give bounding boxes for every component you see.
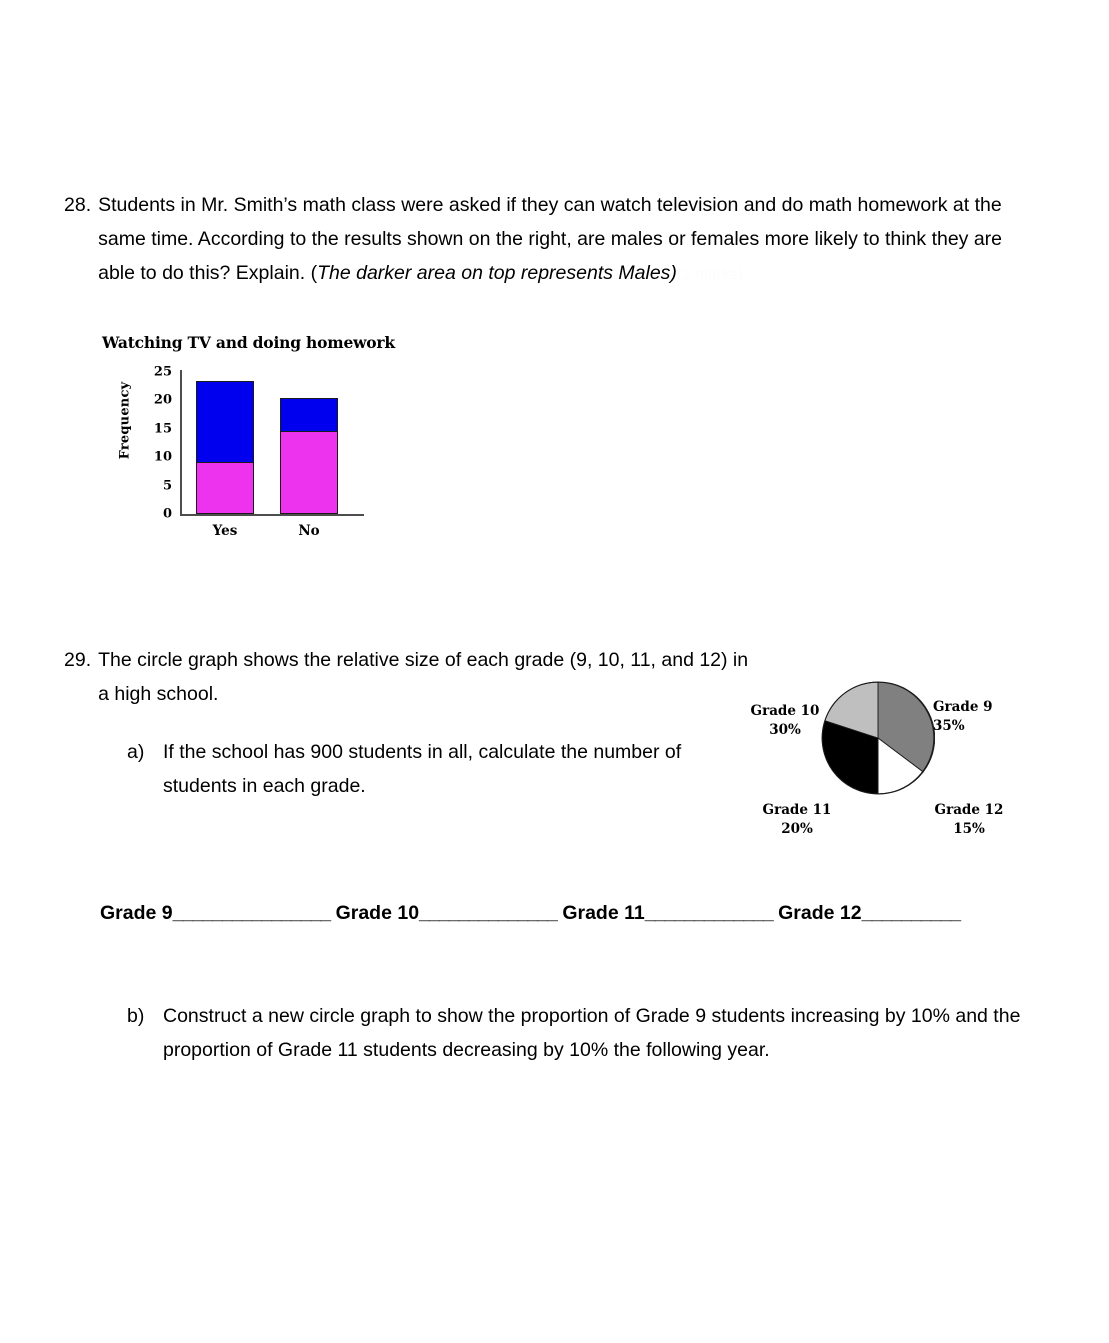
bar-chart-y-tick-25: 25 [153,364,172,380]
pie-chart-svg [821,681,935,795]
bar-chart-title: Watching TV and doing homework [102,333,395,352]
bar-chart-y-tick-5: 5 [162,478,172,494]
bar-chart-x-label-yes: Yes [212,523,238,539]
question-28-text-main: Students in Mr. Smith’s math class were asked if they can watch television and do math homework at the same time. According to the results shown on the right, are males or females more likely to think they are able to do this? Explain. ( [98,194,1003,284]
question-29-text: The circle graph shows the relative size of each grade (9, 10, 11, and 12) in a high school. [98,649,749,705]
question-29-row [64,643,764,711]
question-28-number: 28. [64,194,92,216]
question-29-part-b-text: Construct a new circle graph to show the proportion of Grade 9 students increasing by 10% and the proportion of Grade 11 students decreasing by 10% the following year. [163,1005,1021,1061]
bar-chart-y-tick-10: 10 [153,449,172,465]
bar-chart-y-tick-15: 15 [153,421,172,437]
question-29-part-a [127,735,727,803]
pie-chart-grade-sizes [745,680,1035,860]
pie-label-grade-12 [921,801,1017,839]
pie-label-grade-10-name: Grade 10 [750,703,820,719]
question-29 [64,643,764,711]
pie-label-grade-11-value: 20% [781,821,813,837]
question-29-part-b-marker: b) [127,1005,145,1027]
bar-chart-y-axis [180,370,182,514]
answer-blank-grade-11[interactable]: _____________ [644,902,773,924]
bar-yes-segment-females [197,462,253,513]
pie-label-grade-12-value: 15% [953,821,985,837]
bar-no-segment-males [281,399,337,433]
bar-no [280,398,338,514]
bar-chart-watching-tv [96,333,395,555]
answer-label-grade-9: Grade 9 [100,902,173,924]
bar-chart-y-tick-0: 0 [162,506,172,522]
bar-yes [196,381,254,515]
answer-label-grade-12: Grade 12 [778,902,862,924]
question-29-part-b [127,999,1032,1067]
pie-label-grade-11 [749,801,845,839]
question-29-part-a-text: If the school has 900 students in all, calculate the number of students in each grade. [163,741,682,797]
answer-label-grade-11: Grade 11 [562,902,645,924]
answer-blank-grade-9[interactable]: ________________ [172,902,331,924]
pie-label-grade-9-name: Grade 9 [933,699,993,715]
answer-blank-grade-12[interactable]: __________ [861,902,961,924]
pie-label-grade-12-name: Grade 12 [934,802,1004,818]
bar-chart-x-axis [180,514,364,516]
question-29-part-a-marker: a) [127,741,145,763]
answer-label-grade-10: Grade 10 [335,902,420,924]
pie-label-grade-9 [933,698,1033,736]
pie-label-grade-10-value: 30% [769,722,801,738]
question-28-marks-note: (2 marks) [676,266,743,283]
bar-chart-plot-area [153,364,364,522]
answer-blank-grade-10[interactable]: ______________ [419,902,557,924]
question-28 [64,188,1036,292]
question-28-text-italic: The darker area on top represents Males) [317,262,677,284]
pie-label-grade-9-value: 35% [933,718,965,734]
bar-chart-y-tick-20: 20 [153,392,172,408]
bar-no-segment-females [281,431,337,513]
bar-yes-segment-males [197,382,253,464]
answer-blanks-row [100,898,1040,928]
bar-chart-x-label-no: No [298,523,320,539]
question-28-text [98,188,1036,292]
pie-label-grade-11-name: Grade 11 [762,802,832,818]
pie-label-grade-10 [737,702,833,740]
bar-chart-y-axis-label: Frequency [117,381,133,460]
question-29-number: 29. [64,649,92,671]
question-28-row [64,188,1036,292]
